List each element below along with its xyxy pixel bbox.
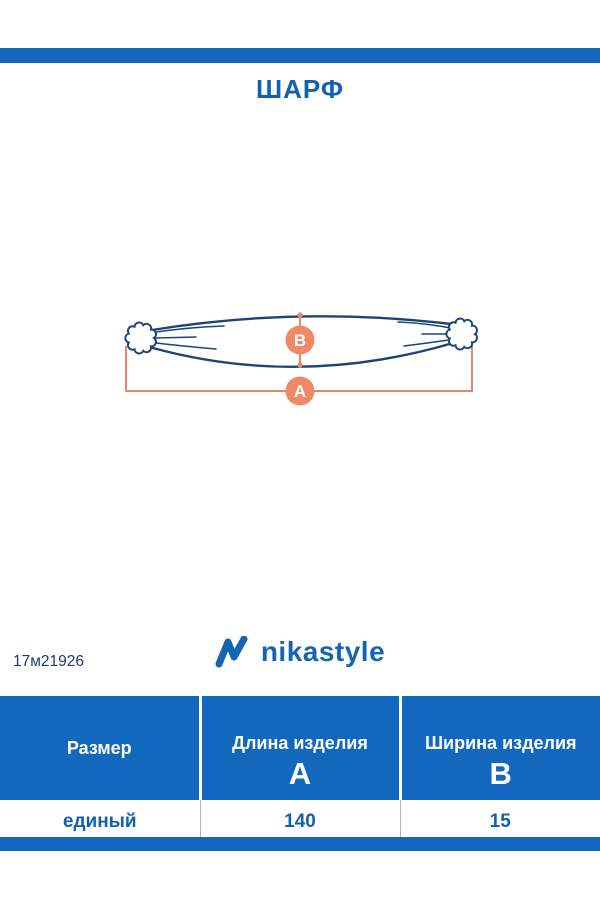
length-marker-badge [286, 377, 315, 406]
header-length-label: Длина изделия [200, 696, 400, 756]
product-code: 17м21926 [13, 653, 84, 670]
table-header-row-labels [0, 696, 600, 756]
brand-logo [0, 636, 600, 668]
page-title: ШАРФ [255, 74, 345, 104]
right-pompom [446, 319, 477, 350]
top-divider-bar [0, 48, 600, 63]
length-marker-label: A [293, 382, 307, 401]
scarf-diagram [110, 298, 490, 416]
header-width-letter: B [400, 756, 600, 800]
left-pompom [125, 323, 156, 354]
width-marker-badge [286, 326, 315, 355]
cell-size: единый [0, 800, 200, 844]
header-width-label: Ширина изделия [400, 696, 600, 756]
header-size: Размер [0, 696, 200, 800]
header-length-letter: A [200, 756, 400, 800]
width-marker-label: B [293, 331, 307, 350]
bottom-divider-bar [0, 837, 600, 851]
brand-name: nikastyle [260, 636, 386, 667]
cell-length: 140 [200, 800, 400, 844]
size-table [0, 696, 600, 844]
cell-width: 15 [400, 800, 600, 844]
brand-mark-icon [215, 636, 251, 668]
